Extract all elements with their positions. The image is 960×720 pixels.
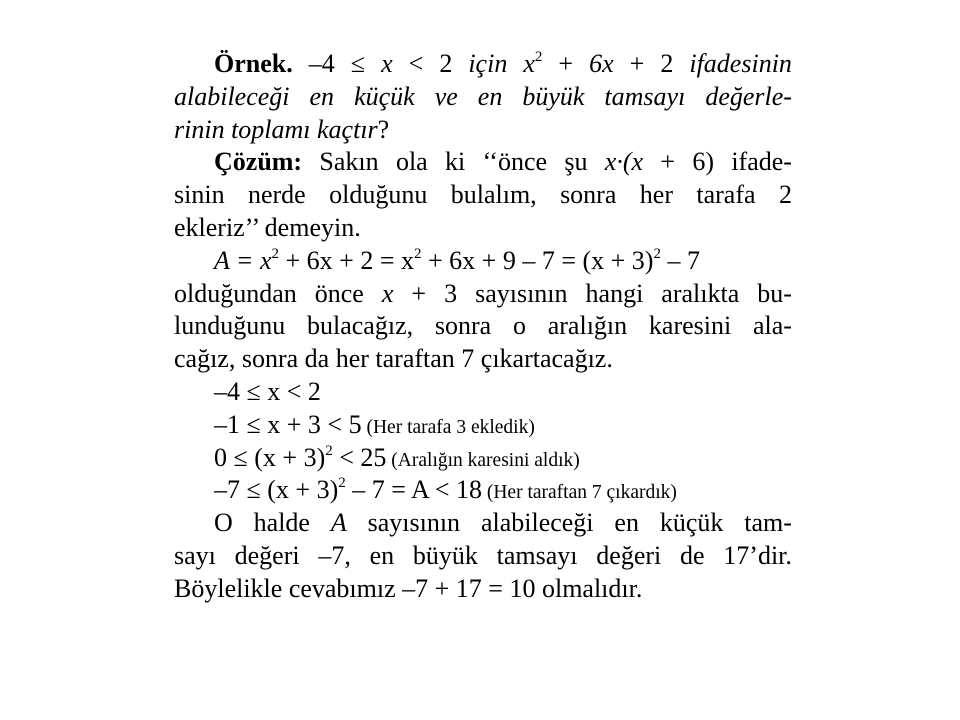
inequality-2: –1 ≤ x + 3 < 5 (Her tarafa 3 ekledik) bbox=[214, 409, 535, 439]
inequality-3-note: (Aralığın karesini aldık) bbox=[386, 449, 580, 471]
example-line-3: rinin toplamı kaçtır? bbox=[174, 114, 390, 144]
inequality-4-note: (Her taraftan 7 çıkardık) bbox=[481, 482, 677, 504]
example-line-2: alabileceği en küçük ve en büyük tamsayı değerle- bbox=[174, 81, 792, 111]
para2-line-1: olduğundan önce x + 3 sayısının hangi aralıkta bu- bbox=[174, 278, 792, 308]
inequality-3: $0 \le (x + 3)^2 < 25$ (Aralığın karesini aldık) bbox=[214, 442, 580, 472]
solution-line-3: ekleriz’’ demeyin. bbox=[174, 212, 361, 242]
conclusion-line-1: O halde A sayısının alabileceği en küçük tam- bbox=[214, 508, 792, 538]
solution-line-1: Çözüm: Sakın ola ki ‘‘önce şu x·(x + 6) ifade- bbox=[174, 146, 792, 179]
conclusion-line-2: sayı değeri –7, en büyük tamsayı değeri de 17’dir. bbox=[174, 540, 792, 570]
solution-line-2: sinin nerde olduğunu bulalım, sonra her tarafa 2 bbox=[174, 180, 792, 210]
problem-text bbox=[174, 48, 792, 606]
equation-line: $A = x^2 + 6x + 2 = x^2 + 6x + 9 - 7 = (x + 3)^2 - 7$ bbox=[214, 245, 700, 275]
example-line-1: Örnek. –4 ≤ x < 2 için $x^2$ + 6x + 2 ifadesinin bbox=[174, 48, 792, 81]
inequality-4: $-7 \le (x + 3)^2 - 7 = A < 18$ (Her taraftan 7 çıkardık) bbox=[214, 475, 677, 505]
example-label: Örnek. bbox=[214, 49, 293, 78]
solution-label: Çözüm: bbox=[214, 147, 303, 177]
para2-line-3: cağız, sonra da her taraftan 7 çıkartacağız. bbox=[174, 344, 613, 374]
conclusion-line-3: Böylelikle cevabımız –7 + 17 = 10 olmalıdır. bbox=[174, 573, 643, 603]
inequality-1: –4 ≤ x < 2 bbox=[214, 376, 321, 406]
inequality-2-note: (Her tarafa 3 ekledik) bbox=[361, 416, 535, 438]
para2-line-2: lunduğunu bulacağız, sonra o aralığın karesini ala- bbox=[174, 311, 792, 341]
